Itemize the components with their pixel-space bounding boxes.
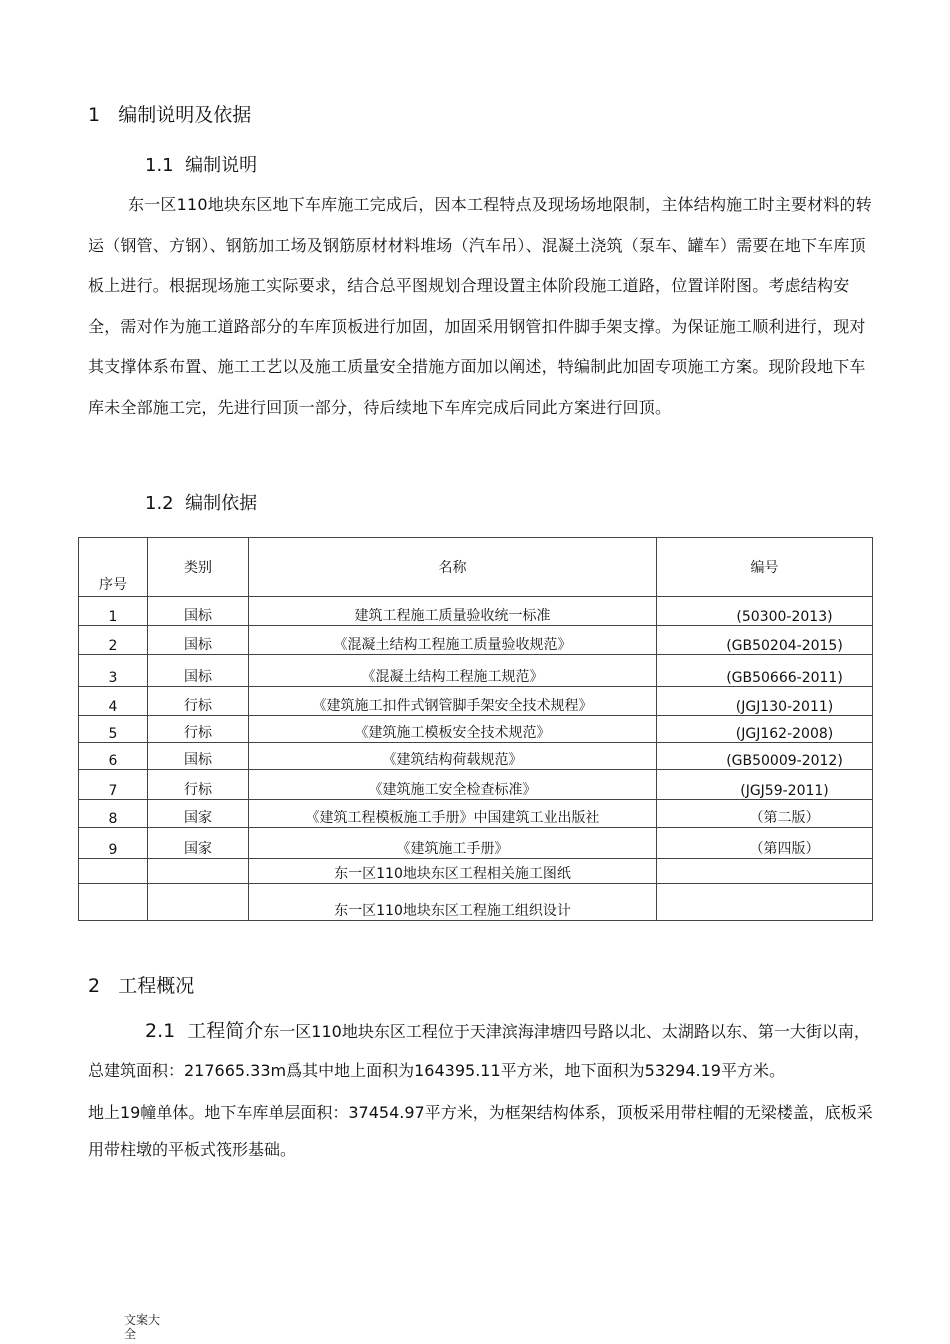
cell-name: 东一区110地块东区工程相关施工图纸 — [249, 859, 657, 884]
cell-no: 8 — [79, 800, 148, 828]
table-row — [79, 800, 873, 828]
cell-name: 《建筑工程模板施工手册》中国建筑工业出版社 — [249, 800, 657, 828]
cell-code: (GB50666-2011) — [657, 655, 873, 687]
header-category: 类别 — [148, 538, 249, 597]
section-2-1-line2: 地上19幢单体。地下车库单层面积：37454.97平方米，为框架结构体系，顶板采用带柱帽的无梁楼盖，底板采用带柱墩的平板式筏形基础。 — [88, 1103, 873, 1159]
cell-name: 《建筑结构荷载规范》 — [249, 743, 657, 770]
cell-no: 3 — [79, 655, 148, 687]
table-row — [79, 884, 873, 921]
table-row — [79, 743, 873, 770]
cell-no: 7 — [79, 770, 148, 800]
section-2-heading: 2 工程概况 — [88, 975, 195, 997]
cell-code: （第二版） — [657, 800, 873, 828]
table-row — [79, 597, 873, 626]
cell-no — [79, 859, 148, 884]
cell-code: (GB50204-2015) — [657, 626, 873, 655]
cell-name: 建筑工程施工质量验收统一标准 — [249, 597, 657, 626]
table-row — [79, 626, 873, 655]
cell-code: (50300-2013) — [657, 597, 873, 626]
section-1-2-heading: 1.2 编制依据 — [145, 493, 258, 514]
cell-category — [148, 859, 249, 884]
cell-code: (JGJ162-2008) — [657, 716, 873, 743]
cell-name: 东一区110地块东区工程施工组织设计 — [249, 884, 657, 921]
cell-category: 行标 — [148, 770, 249, 800]
section-2-1-label: 2.1 工程简介 — [145, 1020, 264, 1042]
table-row — [79, 770, 873, 800]
cell-category: 国标 — [148, 597, 249, 626]
cell-name: 《混凝土结构工程施工质量验收规范》 — [249, 626, 657, 655]
cell-category: 国家 — [148, 800, 249, 828]
cell-category: 国标 — [148, 743, 249, 770]
table-row — [79, 687, 873, 716]
table-row — [79, 716, 873, 743]
cell-no: 6 — [79, 743, 148, 770]
table-header-row — [79, 538, 873, 597]
table-body — [79, 597, 873, 921]
section-1-1-heading: 1.1 编制说明 — [145, 155, 258, 176]
cell-no: 2 — [79, 626, 148, 655]
cell-no — [79, 884, 148, 921]
section-2-1-body — [88, 1012, 878, 1168]
cell-code: (GB50009-2012) — [657, 743, 873, 770]
section-2-1-text: 东一区110地块东区工程位于天津滨海津塘四号路以北、太湖路以东、第一大街以南，总建筑面积：217665.33m爲其中地上面积为164395.11平方米，地下面积为53294.19平方米。 — [88, 1022, 870, 1080]
table-row — [79, 859, 873, 884]
cell-no: 4 — [79, 687, 148, 716]
cell-name: 《建筑施工手册》 — [249, 828, 657, 859]
cell-category — [148, 884, 249, 921]
cell-category: 国标 — [148, 655, 249, 687]
table-row — [79, 655, 873, 687]
cell-code: (JGJ59-2011) — [657, 770, 873, 800]
cell-code — [657, 859, 873, 884]
body-paragraph: 东一区110地块东区地下车库施工完成后，因本工程特点及现场场地限制，主体结构施工时主要材料的转运（钢管、方钢）、钢筋加工场及钢筋原材材料堆场（汽车吊）、混凝土浇筑（泵车、罐车）需要在地下车库顶板上进行。根据现场施工实际要求，结合总平图规划合理设置主体阶段施工道路，位置详附图。考虑结构安全，需对作为施工道路部分的车库顶板进行加固，加固采用钢管扣件脚手架支撑。为保证施工顺利进行，现对其支撑体系布置、施工工艺以及施工质量安全措施方面加以阐述，特编制此加固专项施工方案。现阶段地下车库未全部施工完，先进行回顶一部分，待后续地下车库完成后同此方案进行回顶。 — [88, 195, 872, 417]
header-name: 名称 — [249, 538, 657, 597]
cell-category: 行标 — [148, 687, 249, 716]
cell-category: 国家 — [148, 828, 249, 859]
cell-no: 9 — [79, 828, 148, 859]
cell-category: 行标 — [148, 716, 249, 743]
cell-name: 《建筑施工安全检查标准》 — [249, 770, 657, 800]
cell-code: (JGJ130-2011) — [657, 687, 873, 716]
cell-code: （第四版） — [657, 828, 873, 859]
footer-mark: 文案大全 — [124, 1313, 161, 1341]
header-code: 编号 — [657, 538, 873, 597]
cell-category: 国标 — [148, 626, 249, 655]
cell-name: 《混凝土结构工程施工规范》 — [249, 655, 657, 687]
cell-name: 《建筑施工扣件式钢管脚手架安全技术规程》 — [249, 687, 657, 716]
reference-table — [78, 537, 873, 921]
cell-name: 《建筑施工模板安全技术规范》 — [249, 716, 657, 743]
cell-code — [657, 884, 873, 921]
table-row — [79, 828, 873, 859]
section-1-1-paragraph — [88, 185, 872, 428]
header-no: 序号 — [79, 538, 148, 597]
section-1-heading: 1 编制说明及依据 — [88, 104, 252, 126]
cell-no: 1 — [79, 597, 148, 626]
cell-no: 5 — [79, 716, 148, 743]
